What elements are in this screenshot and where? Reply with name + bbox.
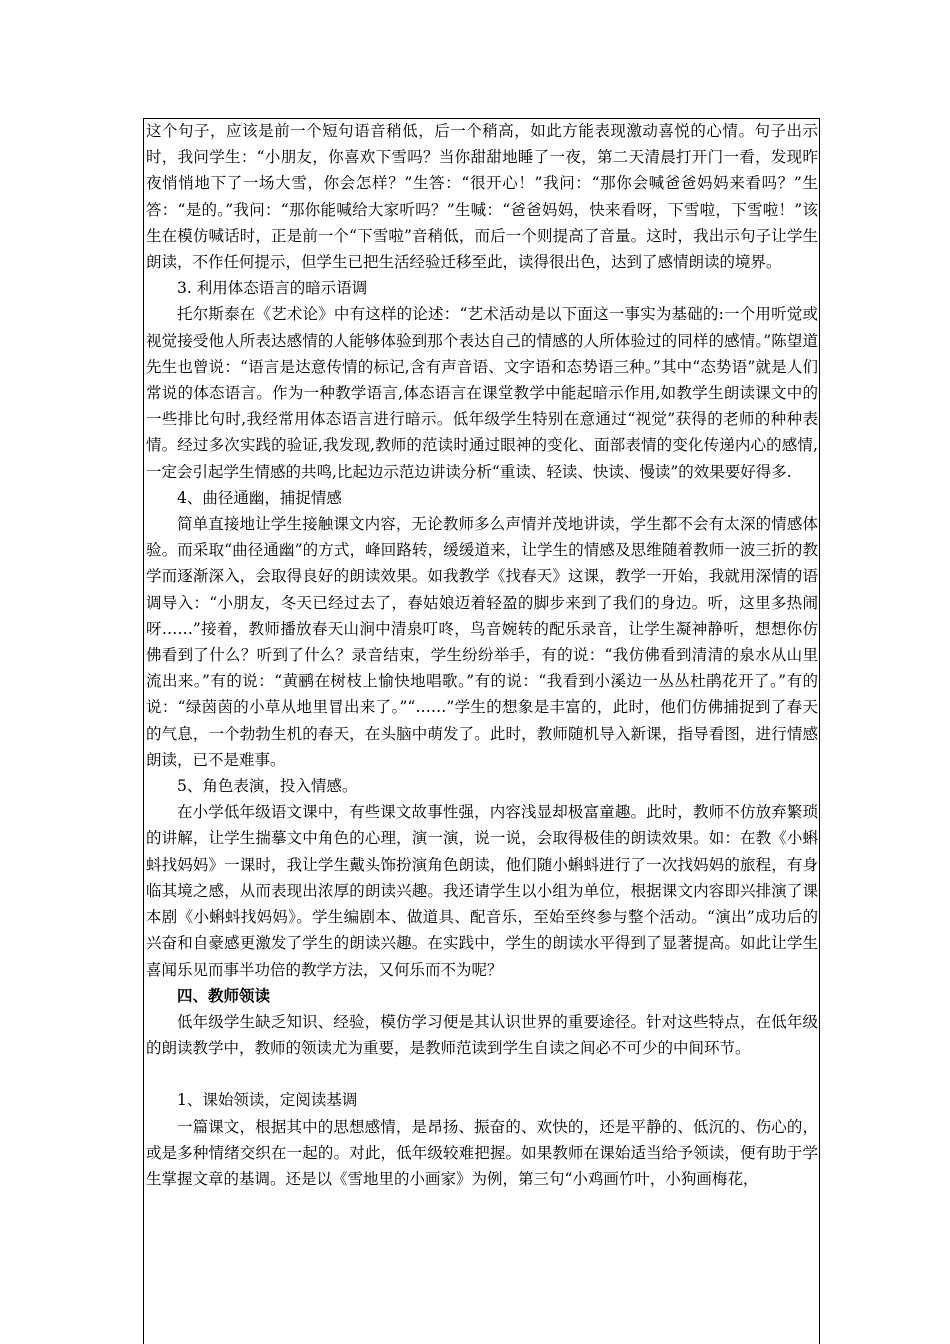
paragraph-snow-sentence: 这个句子，应该是前一个短句语音稍低，后一个稍高，如此方能表现激动喜悦的心情。句子出示时，我问学生：“小朋友，你喜欢下雪吗？当你甜甜地睡了一夜，第二天清晨打开门一看，发现昨夜悄悄地下了一场大雪，你会怎样？”生答：“很开心！”我问：“那你会喊爸爸妈妈来看吗？”生答：“是的。”我问：“那你能喊给大家听吗？”生喊：“爸爸妈妈，快来看呀，下雪啦，下雪啦！”该生在模仿喊话时，正是前一个“下雪啦”音稍低，而后一个则提高了音量。这时，我出示句子让学生朗读，不作任何提示，但学生已把生活经验迁移至此，读得很出色，达到了感情朗读的境界。 — [146, 122, 818, 272]
heading-teacher-lead-reading: 四、教师领读 — [177, 985, 271, 1005]
paragraph-tadpole: 在小学低年级语文课中，有些课文故事性强，内容浅显却极富童趣。此时，教师不仿放弃繁琐的讲解，让学生揣摹文中角色的心理，演一演，说一说，会取得极佳的朗读效果。如：在教《小蝌蚪找妈妈》一课时，我让学生戴头饰扮演角色朗读，他们随小蝌蚪进行了一次找妈妈的旅程，有身临其境之感，从而表现出浓厚的朗读兴趣。我还请学生以小组为单位，根据课文内容即兴排演了课本剧《小蝌蚪找妈妈》。学生编剧本、做道具、配音乐，至始至终参与整个活动。“演出”成功后的兴奋和自豪感更激发了学生的朗读兴趣。在实践中，学生的朗读水平得到了显著提高。如此让学生喜闻乐见而事半功倍的教学方法，又何乐而不为呢？ — [146, 803, 818, 979]
heading-lesson-start-lead: 1、课始领读，定阅读基调 — [177, 1091, 358, 1110]
paragraph-lead-reading-intro: 低年级学生缺乏知识、经验，模仿学习便是其认识世界的重要途径。针对这些特点，在低年级的朗读教学中，教师的领读尤为重要，是教师范读到学生自读之间必不可少的中间环节。 — [146, 1012, 818, 1058]
paragraph-tolstoy: 托尔斯泰在《艺术论》中有这样的论述：“艺术活动是以下面这一事实为基础的:一个用听觉或视觉接受他人所表达感情的人能够体验到那个表达自己的情感的人所体验过的同样的感情。”陈望道先生也曾说：“语言是达意传情的标记,含有声音语、文字语和态势语三种。”其中“态势语”就是人们常说的体态语言。作为一种教学语言,体态语言在课堂教学中能起暗示作用,如教学生朗读课文中的一些排比句时,我经常用体态语言进行暗示。低年级学生特别在意通过“视觉”获得的老师的种种表情。经过多次实践的验证,我发现,教师的范读时通过眼神的变化、面部表情的变化传递内心的感情,一定会引起学生情感的共鸣,比起边示范边讲读分析“重读、轻读、快读、慢读”的效果要好得多. — [146, 305, 818, 481]
heading-winding-path: 4、曲径通幽，捕捉情感 — [177, 488, 342, 507]
paragraph-finding-spring: 简单直接地让学生接触课文内容，无论教师多么声情并茂地讲读，学生都不会有太深的情感体验。而采取“曲径通幽”的方式，峰回路转，缓缓道来，让学生的情感及思维随着教师一波三折的教学而逐渐深入，会取得良好的朗读效果。如我教学《找春天》这课，教学一开始，我就用深情的语调导入：“小朋友，冬天已经过去了，春姑娘迈着轻盈的脚步来到了我们的身边。听，这里多热闹呀……”接着，教师播放春天山涧中清泉叮咚，鸟音婉转的配乐录音，让学生凝神静听，想想你仿佛看到了什么？听到了什么？录音结束，学生纷纷举手，有的说：“我仿佛看到清清的泉水从山里流出来。”有的说：“黄鹂在树枝上愉快地唱歌。”有的说：“我看到小溪边一丛丛杜鹃花开了。”有的说：“绿茵茵的小草从地里冒出来了。”“……”学生的想象是丰富的，此时，他们仿佛捕捉到了春天的气息，一个勃勃生机的春天，在头脑中萌发了。此时，教师随机导入新课，指导看图，进行情感朗读，已不是难事。 — [146, 515, 818, 769]
document-body — [146, 118, 818, 1192]
heading-body-language: 3. 利用体态语言的暗示语调 — [177, 279, 368, 298]
paragraph-base-tone: 一篇课文，根据其中的思想感情，是昂扬、振奋的、欢快的，还是平静的、低沉的、伤心的，或是多种情绪交织在一起的。对此，低年级较难把握。如果教师在课始适当给予领读，便有助于学生掌握文章的基调。还是以《雪地里的小画家》为例，第三句“小鸡画竹叶，小狗画梅花， — [146, 1117, 818, 1188]
blank-line — [146, 1061, 818, 1087]
heading-role-play: 5、角色表演，投入情感。 — [177, 777, 358, 796]
